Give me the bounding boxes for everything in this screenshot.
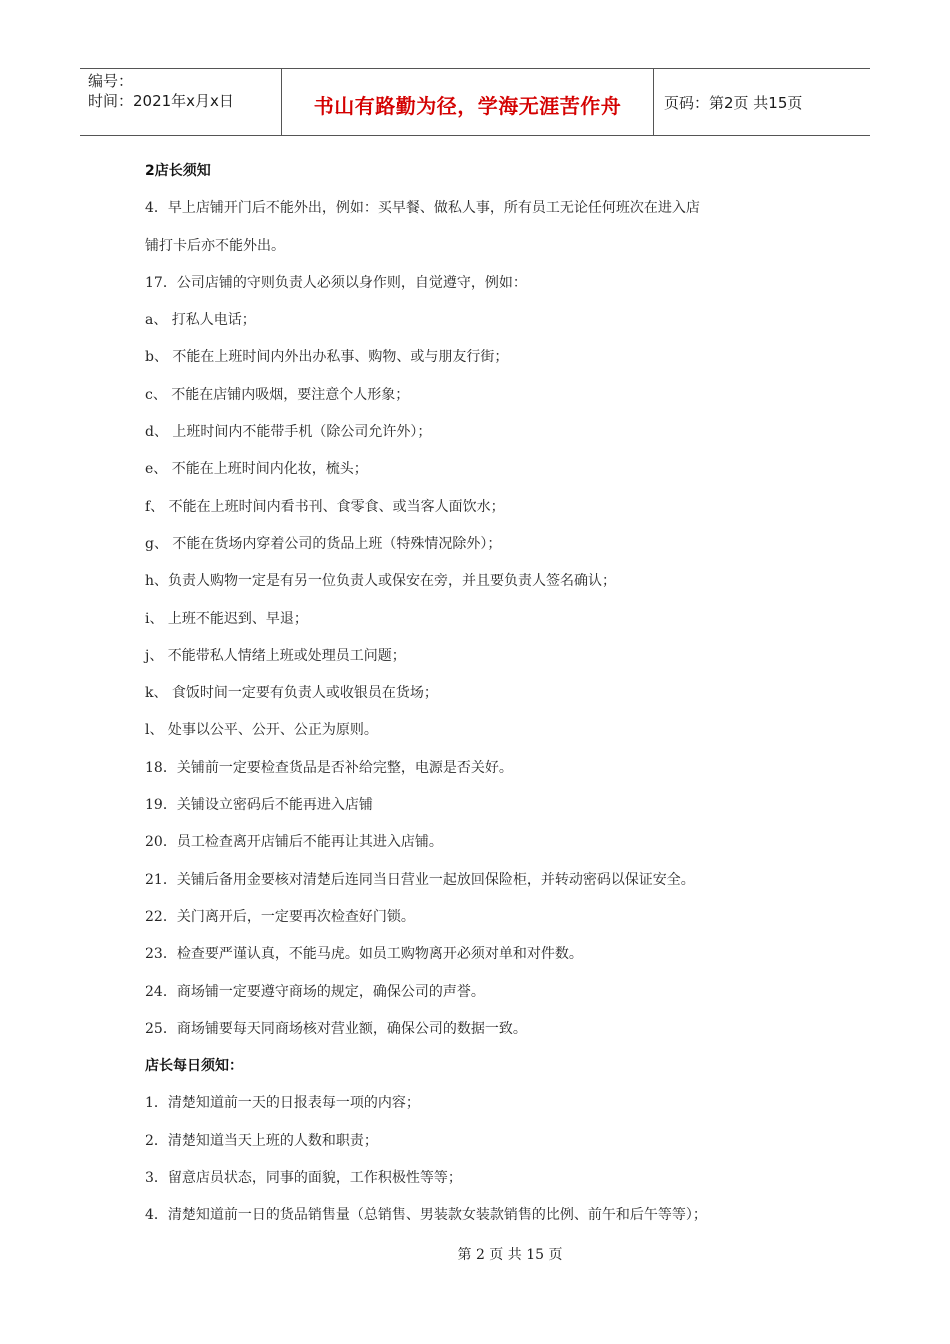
body-line: 1．清楚知道前一天的日报表每一项的内容； [145,1095,420,1112]
body-line: f、 不能在上班时间内看书刊、食零食、或当客人面饮水； [145,498,505,515]
document-date-label: 时间：2021年x月x日 [88,92,234,110]
header-motto: 书山有路勤为径，学海无涯苦作舟 [313,93,622,118]
body-line: 17．公司店铺的守则负责人必须以身作则，自觉遵守，例如： [145,274,527,291]
body-line: 4．早上店铺开门后不能外出，例如：买早餐、做私人事，所有员工无论任何班次在进入店 [145,200,700,217]
section-heading: 店长每日须知： [145,1058,243,1075]
header-meta [80,69,282,135]
body-line: 25．商场铺要每天同商场核对营业额，确保公司的数据一致。 [145,1020,527,1037]
body-line: 18．关铺前一定要检查货品是否补给完整，电源是否关好。 [145,759,513,776]
page-footer: 第 2 页 共 15 页 [457,1247,563,1263]
body-line: 铺打卡后亦不能外出。 [145,237,285,254]
document-body [145,158,825,1240]
body-line: 22．关门离开后，一定要再次检查好门锁。 [145,908,415,925]
header-motto-cell [282,69,654,135]
body-line: d、 上班时间内不能带手机（除公司允许外）； [145,424,432,441]
body-line: g、 不能在货场内穿着公司的货品上班（特殊情况除外）； [145,535,502,552]
body-line: h、负责人购物一定是有另一位负责人或保安在旁，并且要负责人签名确认； [145,573,617,590]
document-header [80,68,870,136]
body-line: l、 处事以公平、公开、公正为原则。 [145,722,378,739]
body-line: a、 打私人电话； [145,312,256,329]
body-line: 2．清楚知道当天上班的人数和职责； [145,1132,378,1149]
body-line: 4．清楚知道前一日的货品销售量（总销售、男装款女装款销售的比例、前午和后午等等）； [145,1207,707,1224]
body-line: e、 不能在上班时间内化妆，梳头； [145,461,368,478]
document-number-label: 编号： [88,72,134,90]
body-line: b、 不能在上班时间内外出办私事、购物、或与朋友行街； [145,349,509,366]
body-line: j、 不能带私人情绪上班或处理员工问题； [145,647,406,664]
body-line: 19．关铺设立密码后不能再进入店铺 [145,797,373,814]
body-line: 21．关铺后备用金要核对清楚后连同当日营业一起放回保险柜，并转动密码以保证安全。 [145,871,695,888]
body-line: i、 上班不能迟到、早退； [145,610,308,627]
header-page-cell [654,69,870,135]
body-line: k、 食饭时间一定要有负责人或收银员在货场； [145,685,438,702]
body-line: c、 不能在店铺内吸烟，要注意个人形象； [145,386,410,403]
body-line: 23．检查要严谨认真，不能马虎。如员工购物离开必须对单和对件数。 [145,946,583,963]
body-line: 24．商场铺一定要遵守商场的规定，确保公司的声誉。 [145,983,485,1000]
body-line: 3．留意店员状态，同事的面貌，工作积极性等等； [145,1170,462,1187]
header-page-label: 页码：第2页 共15页 [664,93,803,112]
section-heading: 2店长须知 [145,163,211,179]
body-line: 20．员工检查离开店铺后不能再让其进入店铺。 [145,834,443,851]
